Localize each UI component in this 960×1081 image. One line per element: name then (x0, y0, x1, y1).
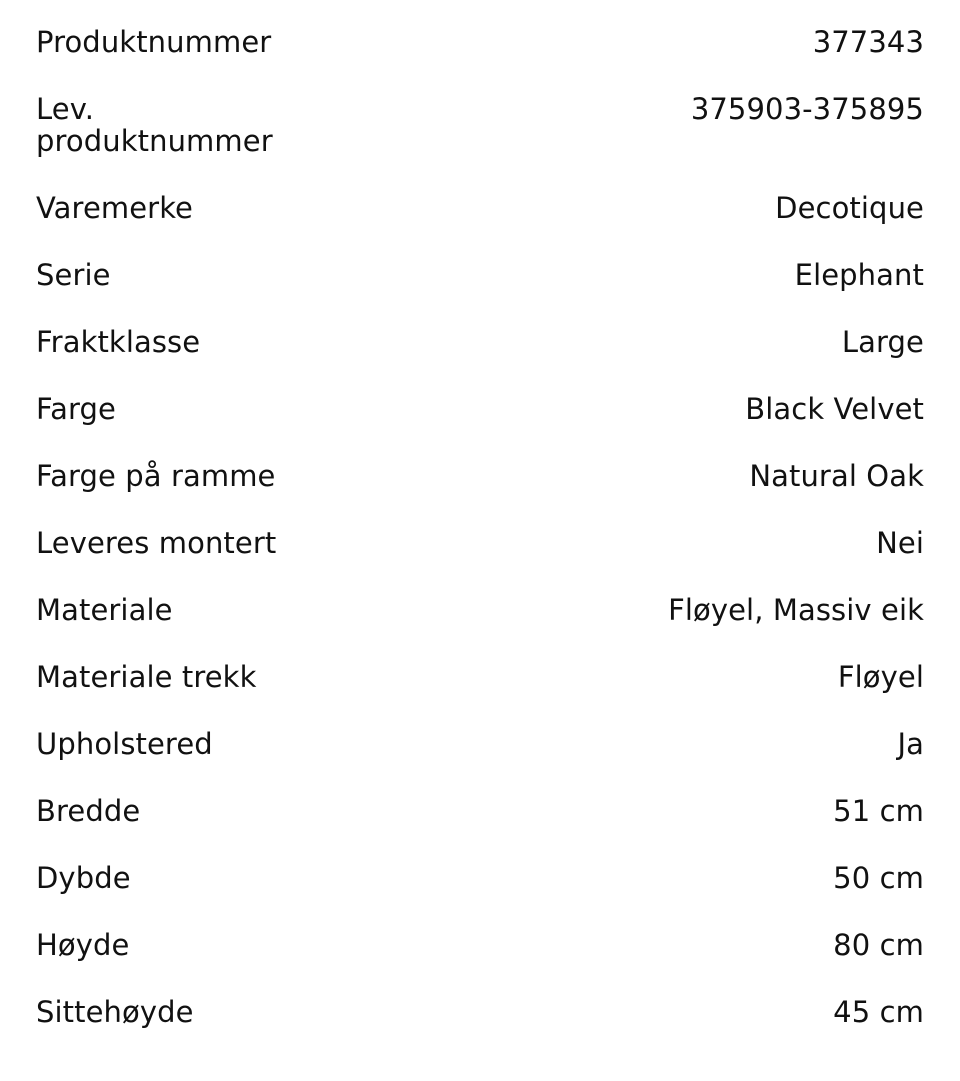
spec-value: Ja (897, 727, 924, 761)
spec-value: Black Velvet (745, 392, 924, 426)
spec-value: 51 cm (833, 794, 924, 828)
spec-label: Materiale trekk (36, 660, 257, 694)
spec-row-dybde (36, 862, 924, 894)
spec-value: Natural Oak (749, 459, 924, 493)
spec-value: Fløyel, Massiv eik (668, 593, 924, 627)
spec-label: Høyde (36, 928, 130, 962)
spec-value: 377343 (812, 25, 924, 59)
spec-label: Produktnummer (36, 25, 272, 59)
spec-label: Serie (36, 258, 111, 292)
spec-label: Farge (36, 392, 116, 426)
spec-row-materiale-trekk (36, 661, 924, 693)
spec-row-fraktklasse (36, 326, 924, 358)
spec-row-lev-produktnummer (36, 93, 924, 157)
spec-label: Upholstered (36, 727, 213, 761)
spec-row-hoyde (36, 929, 924, 961)
spec-row-farge-pa-ramme (36, 460, 924, 492)
spec-row-leveres-montert (36, 527, 924, 559)
spec-label: Farge på ramme (36, 459, 276, 493)
spec-row-serie (36, 259, 924, 291)
spec-value: 50 cm (833, 861, 924, 895)
spec-row-bredde (36, 795, 924, 827)
spec-value: Decotique (775, 191, 924, 225)
spec-row-varemerke (36, 192, 924, 224)
spec-label: Leveres montert (36, 526, 277, 560)
spec-row-farge (36, 393, 924, 425)
spec-row-sittehoyde (36, 996, 924, 1028)
spec-label: Sittehøyde (36, 995, 194, 1029)
spec-label: Varemerke (36, 191, 194, 225)
spec-row-produktnummer (36, 26, 924, 58)
spec-value: Fløyel (837, 660, 924, 694)
spec-value: 375903-375895 (690, 92, 924, 126)
spec-value: 45 cm (833, 995, 924, 1029)
spec-value: 80 cm (833, 928, 924, 962)
spec-label: Lev. produktnummer (36, 92, 273, 158)
spec-label: Bredde (36, 794, 141, 828)
spec-value: Nei (876, 526, 924, 560)
spec-label: Materiale (36, 593, 173, 627)
spec-value: Large (841, 325, 924, 359)
spec-row-upholstered (36, 728, 924, 760)
spec-row-materiale (36, 594, 924, 626)
spec-label: Dybde (36, 861, 131, 895)
spec-label: Fraktklasse (36, 325, 201, 359)
spec-value: Elephant (794, 258, 924, 292)
